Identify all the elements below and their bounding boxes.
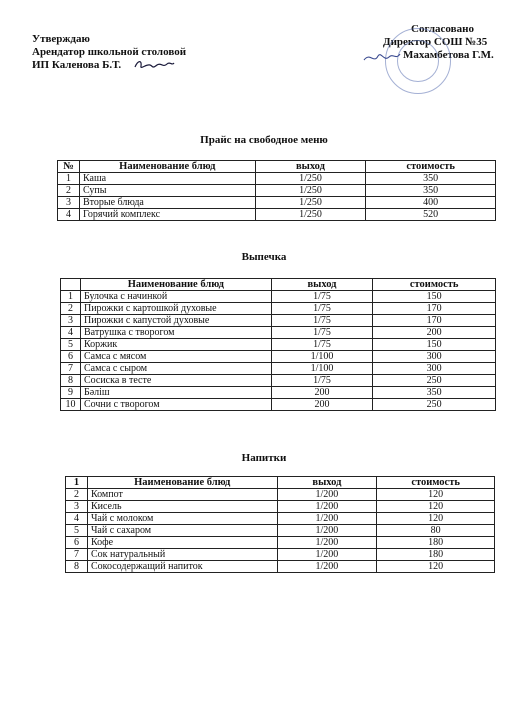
table-row xyxy=(58,209,496,221)
dish-yield: 1/100 xyxy=(271,363,373,375)
drink-name: Чай с молоком xyxy=(87,513,277,525)
drink-yield: 1/200 xyxy=(277,537,377,549)
table-row xyxy=(61,303,496,315)
dish-yield: 1/75 xyxy=(271,375,373,387)
row-number: 1 xyxy=(61,291,81,303)
row-number: 8 xyxy=(61,375,81,387)
dish-price: 250 xyxy=(373,399,496,411)
col-price-header: стоимость xyxy=(373,279,496,291)
director-name: Махамбетова Г.М. xyxy=(403,49,494,61)
drink-name: Компот xyxy=(87,489,277,501)
col-yield-header: выход xyxy=(277,477,377,489)
drink-yield: 1/200 xyxy=(277,525,377,537)
dish-name: Булочка с начинкой xyxy=(80,291,271,303)
approval-label: Утверждаю xyxy=(32,33,90,45)
drink-price: 180 xyxy=(377,537,495,549)
school-stamp-inner xyxy=(397,40,439,82)
row-number: 7 xyxy=(61,363,81,375)
tenant-position: Арендатор школьной столовой xyxy=(32,46,187,58)
dish-price: 350 xyxy=(373,387,496,399)
dish-name: Ватрушка с творогом xyxy=(80,327,271,339)
row-number: 2 xyxy=(66,489,88,501)
dish-price: 350 xyxy=(366,173,496,185)
dish-name: Каша xyxy=(79,173,255,185)
col-name-header: Наименование блюд xyxy=(79,161,255,173)
drink-name: Кисель xyxy=(87,501,277,513)
table-row xyxy=(66,561,495,573)
table-row xyxy=(66,513,495,525)
dish-price: 350 xyxy=(366,185,496,197)
dish-yield: 1/250 xyxy=(255,209,366,221)
dish-yield: 200 xyxy=(271,399,373,411)
dish-yield: 1/100 xyxy=(271,351,373,363)
dish-yield: 1/75 xyxy=(271,303,373,315)
drink-price: 120 xyxy=(377,561,495,573)
dish-name: Пирожки с картошкой духовые xyxy=(80,303,271,315)
bakery-table xyxy=(60,278,496,411)
row-number: 9 xyxy=(61,387,81,399)
dish-name: Бәліш xyxy=(80,387,271,399)
row-number: 8 xyxy=(66,561,88,573)
drink-price: 120 xyxy=(377,501,495,513)
drink-yield: 1/200 xyxy=(277,489,377,501)
dish-price: 170 xyxy=(373,303,496,315)
row-number: 5 xyxy=(61,339,81,351)
col-number-header xyxy=(61,279,81,291)
col-number-header: № xyxy=(58,161,80,173)
table-row xyxy=(61,387,496,399)
table-row xyxy=(66,537,495,549)
drink-name: Чай с сахаром xyxy=(87,525,277,537)
dish-name: Сочни с творогом xyxy=(80,399,271,411)
drink-yield: 1/200 xyxy=(277,549,377,561)
section-title-drinks: Напитки xyxy=(241,452,287,464)
col-name-header: Наименование блюд xyxy=(80,279,271,291)
dish-yield: 200 xyxy=(271,387,373,399)
dish-yield: 1/250 xyxy=(255,185,366,197)
dish-yield: 1/75 xyxy=(271,327,373,339)
dish-price: 170 xyxy=(373,315,496,327)
table-header-row xyxy=(61,279,496,291)
drink-price: 80 xyxy=(377,525,495,537)
table-row xyxy=(61,363,496,375)
drink-name: Кофе xyxy=(87,537,277,549)
dish-yield: 1/75 xyxy=(271,339,373,351)
row-number: 5 xyxy=(66,525,88,537)
dish-price: 150 xyxy=(373,291,496,303)
tenant-signature xyxy=(132,56,176,72)
row-number: 2 xyxy=(58,185,80,197)
table-row xyxy=(66,525,495,537)
dish-name: Вторые блюда xyxy=(79,197,255,209)
table-row xyxy=(58,173,496,185)
drink-yield: 1/200 xyxy=(277,561,377,573)
table-row xyxy=(66,489,495,501)
dish-name: Горячий комплекс xyxy=(79,209,255,221)
dish-name: Самса с сыром xyxy=(80,363,271,375)
dish-price: 150 xyxy=(373,339,496,351)
dish-name: Самса с мясом xyxy=(80,351,271,363)
drink-price: 120 xyxy=(377,489,495,501)
row-number: 3 xyxy=(61,315,81,327)
dish-yield: 1/250 xyxy=(255,197,366,209)
row-number: 4 xyxy=(58,209,80,221)
table-row xyxy=(58,197,496,209)
director-position: Директор СОШ №35 xyxy=(383,36,488,48)
agreed-label: Согласовано xyxy=(411,23,474,35)
col-yield-header: выход xyxy=(255,161,366,173)
row-number: 7 xyxy=(66,549,88,561)
director-signature xyxy=(362,48,402,66)
table-row xyxy=(66,549,495,561)
col-price-header: стоимость xyxy=(377,477,495,489)
drink-yield: 1/200 xyxy=(277,501,377,513)
col-price-header: стоимость xyxy=(366,161,496,173)
drink-yield: 1/200 xyxy=(277,513,377,525)
table-row xyxy=(61,375,496,387)
table-header-row xyxy=(66,477,495,489)
drink-name: Сокосодержащий напиток xyxy=(87,561,277,573)
table-row xyxy=(61,399,496,411)
row-number: 4 xyxy=(61,327,81,339)
drink-price: 120 xyxy=(377,513,495,525)
table-row xyxy=(61,327,496,339)
col-number-header: 1 xyxy=(66,477,88,489)
dish-name: Сосиска в тесте xyxy=(80,375,271,387)
row-number: 1 xyxy=(58,173,80,185)
row-number: 2 xyxy=(61,303,81,315)
table-header-row xyxy=(58,161,496,173)
dish-yield: 1/75 xyxy=(271,315,373,327)
drinks-table xyxy=(65,476,495,573)
dish-price: 200 xyxy=(373,327,496,339)
table-row xyxy=(61,339,496,351)
dish-yield: 1/75 xyxy=(271,291,373,303)
tenant-name: ИП Каленова Б.Т. xyxy=(32,59,122,71)
row-number: 6 xyxy=(66,537,88,549)
dish-name: Пирожки с капустой духовые xyxy=(80,315,271,327)
section-title-free-menu: Прайс на свободное меню xyxy=(200,134,328,146)
row-number: 3 xyxy=(66,501,88,513)
table-row xyxy=(66,501,495,513)
table-row xyxy=(58,185,496,197)
dish-name: Коржик xyxy=(80,339,271,351)
dish-yield: 1/250 xyxy=(255,173,366,185)
dish-price: 520 xyxy=(366,209,496,221)
row-number: 4 xyxy=(66,513,88,525)
dish-price: 250 xyxy=(373,375,496,387)
free-menu-table xyxy=(57,160,496,221)
row-number: 3 xyxy=(58,197,80,209)
drink-name: Сок натуральный xyxy=(87,549,277,561)
drink-price: 180 xyxy=(377,549,495,561)
table-row xyxy=(61,291,496,303)
col-name-header: Наименование блюд xyxy=(87,477,277,489)
dish-price: 300 xyxy=(373,351,496,363)
col-yield-header: выход xyxy=(271,279,373,291)
row-number: 10 xyxy=(61,399,81,411)
section-title-bakery: Выпечка xyxy=(241,251,287,263)
table-row xyxy=(61,351,496,363)
dish-price: 400 xyxy=(366,197,496,209)
dish-price: 300 xyxy=(373,363,496,375)
row-number: 6 xyxy=(61,351,81,363)
table-row xyxy=(61,315,496,327)
dish-name: Супы xyxy=(79,185,255,197)
